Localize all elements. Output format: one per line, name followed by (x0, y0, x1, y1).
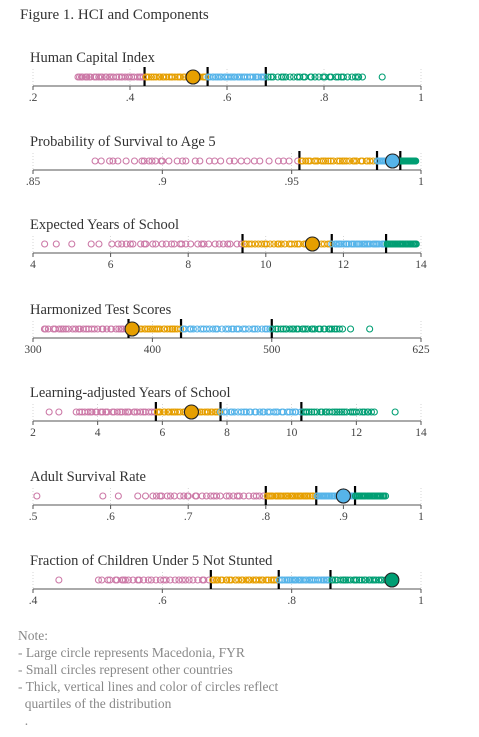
note-line: - Small circles represent other countries (18, 662, 233, 677)
panel-title: Harmonized Test Scores (30, 302, 172, 318)
x-tick-label: .6 (222, 92, 232, 104)
x-tick-label: .85 (25, 176, 41, 188)
country-point (46, 409, 52, 415)
panel-title: Adult Survival Rate (30, 469, 146, 485)
x-tick-label: 6 (159, 427, 166, 439)
note-line: . (18, 713, 29, 728)
x-tick-label: 1 (418, 92, 424, 104)
x-tick-label: 4 (94, 427, 101, 439)
country-point (56, 577, 62, 583)
x-tick-label: 500 (263, 344, 281, 356)
country-point (96, 241, 102, 247)
panel-title: Fraction of Children Under 5 Not Stunted (30, 553, 273, 569)
x-tick-label: 1 (418, 511, 424, 523)
country-point (88, 241, 94, 247)
highlight-point (336, 489, 350, 503)
country-point (92, 158, 98, 164)
x-tick-label: .2 (28, 92, 38, 104)
note-line: - Large circle represents Macedonia, FYR (18, 645, 245, 660)
country-point (266, 158, 272, 164)
note-line: quartiles of the distribution (18, 696, 172, 711)
x-tick-label: .6 (106, 511, 115, 523)
x-tick-label: .7 (183, 511, 193, 523)
country-point (143, 493, 149, 499)
x-tick-label: .5 (28, 511, 38, 523)
country-point (98, 158, 104, 164)
x-tick-label: .8 (287, 595, 296, 607)
x-tick-label: 12 (337, 259, 350, 271)
x-tick-label: 300 (24, 344, 42, 356)
x-tick-label: .8 (319, 92, 329, 104)
x-tick-label: 8 (224, 427, 230, 439)
x-tick-label: 6 (107, 259, 114, 271)
country-point (379, 74, 385, 80)
figure-title: Figure 1. HCI and Components (20, 7, 209, 23)
x-tick-label: .8 (261, 511, 271, 523)
panel-title: Probability of Survival to Age 5 (30, 134, 216, 150)
note-heading: Note: (18, 628, 48, 643)
x-tick-label: 1 (418, 595, 424, 607)
highlight-point (305, 237, 319, 251)
x-tick-label: 625 (412, 344, 430, 356)
x-tick-label: .95 (284, 176, 299, 188)
x-tick-label: .4 (125, 92, 135, 104)
country-point (166, 158, 172, 164)
highlight-point (386, 154, 400, 168)
country-point (69, 241, 75, 247)
country-point (53, 241, 59, 247)
x-tick-label: 2 (30, 427, 36, 439)
x-tick-label: .4 (28, 595, 38, 607)
country-point (348, 326, 354, 332)
panel-title: Human Capital Index (30, 50, 155, 66)
panel-title: Expected Years of School (30, 217, 180, 233)
x-tick-label: 4 (30, 259, 36, 271)
country-point (367, 326, 373, 332)
highlight-point (125, 322, 139, 336)
highlight-point (385, 573, 399, 587)
x-tick-label: .9 (339, 511, 348, 523)
x-tick-label: 10 (260, 259, 272, 271)
note-line: - Thick, vertical lines and color of circles reflect (18, 679, 279, 694)
panel-title: Learning-adjusted Years of School (30, 385, 231, 401)
highlight-point (184, 405, 198, 419)
country-point (42, 241, 48, 247)
country-point (135, 493, 141, 499)
country-point (56, 409, 62, 415)
highlight-point (186, 70, 200, 84)
country-point (131, 158, 137, 164)
country-point (115, 493, 121, 499)
country-point (218, 158, 224, 164)
x-tick-label: 400 (143, 344, 162, 356)
country-point (171, 493, 177, 499)
country-point (34, 493, 40, 499)
x-tick-label: .6 (158, 595, 167, 607)
x-tick-label: 8 (185, 259, 192, 271)
x-tick-label: 12 (350, 427, 363, 439)
x-tick-label: 14 (415, 427, 427, 439)
country-point (392, 409, 398, 415)
country-point (244, 158, 250, 164)
x-tick-label: 10 (285, 427, 298, 439)
country-point (100, 493, 106, 499)
x-tick-label: 1 (418, 176, 424, 188)
country-point (109, 241, 115, 247)
note (18, 627, 278, 729)
x-tick-label: .9 (158, 176, 167, 188)
country-point (217, 493, 223, 499)
country-point (238, 158, 244, 164)
x-tick-label: 14 (415, 259, 427, 271)
country-point (123, 158, 129, 164)
